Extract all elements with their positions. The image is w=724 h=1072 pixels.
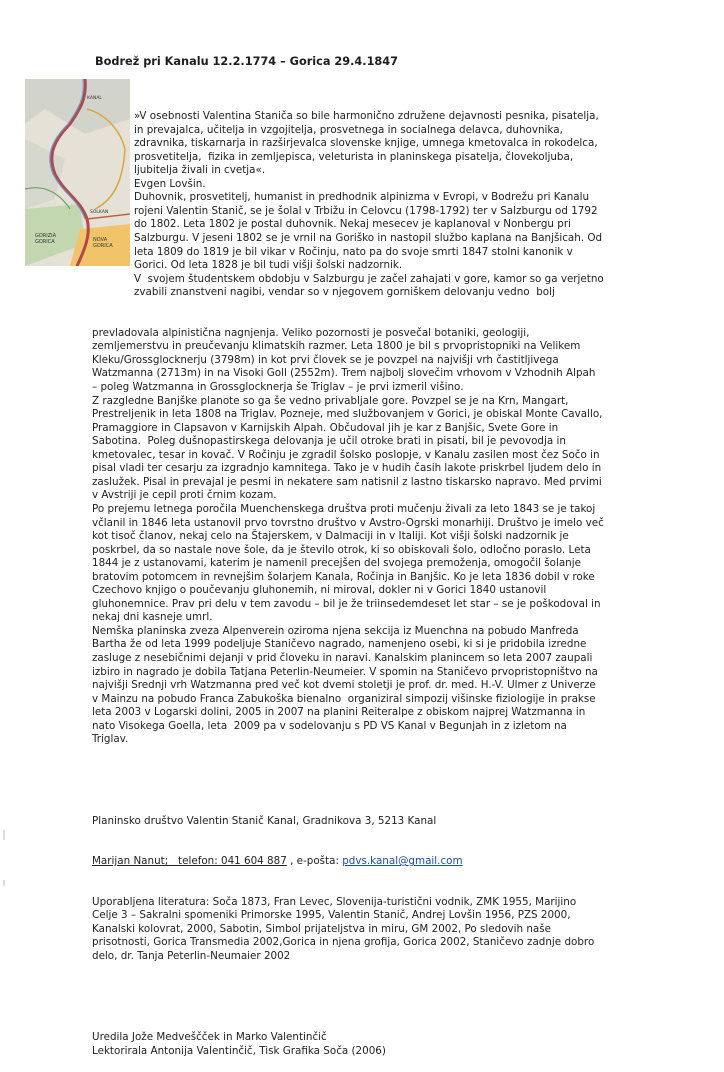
text-line: do 1802. Leta 1802 je postal duhovnik. Nekaj mesecev je kaplanoval v Nonbergu pri [134, 218, 571, 231]
text-line: kot tisoč članov, nekaj celo na Štajerskem, v Dalmaciji in v Italiji. Kot višji šolski nadzornik je [92, 530, 569, 543]
text-line: zvabili znanstveni nagibi, vendar so v njegovem gorniškem delovanju vedno bolj [134, 286, 555, 299]
literature-line: Kanalski kolovrat, 2000, Sabotin, Simbol prijateljstva in miru, GM 2002, Po sledovih naše [92, 922, 552, 935]
text-line: Po prejemu letnega poročila Muenchenskega društva proti mučenju živali za leto 1843 se je takoj [92, 502, 596, 515]
text-line: zasluge z nesebičnimi dejanji v prid človeku in naravi. Kanalskim planincem so leta 2007 zaupali [92, 651, 593, 664]
text-line: najvišji Srednji vrh Watzmanna pred več kot dvemi stoletji je prof. dr. med. H.-V. Ulmer z Univerze [92, 679, 596, 692]
document-body [0, 83, 724, 1072]
scan-mark [3, 830, 5, 840]
map-label-solkan: SOLKAN [90, 210, 109, 215]
map-label-nova-gorica: GORICA [93, 243, 113, 249]
map-label-kanal: KANAL [87, 96, 102, 101]
text-line: Sabotina. Poleg dušnopastirskega delovanja je učil otroke brati in pisati, bil je pevovodja in [92, 435, 566, 448]
text-line: prevladovala alpinistična nagnjenja. Veliko pozornosti je posvečal botaniki, geologiji, [92, 326, 530, 339]
text-line: V svojem študentskem obdobju v Salzburgu je začel zahajati v gore, kamor so ga verjetno [134, 272, 604, 285]
text-line: prosvetitelja, fizika in zemljepisca, veleturista in planinskega pisatelja, človekoljuba, [134, 150, 574, 163]
text-line: Salzburgu. V jeseni 1802 se je vrnil na Goriško in nastopil službo kaplana na Banjšicah. Od [134, 232, 603, 245]
text-line: »V osebnosti Valentina Staniča so bile harmonično združene dejavnosti pesnika, pisatelja, [134, 110, 599, 123]
map-label-nova: NOVA [93, 237, 108, 243]
text-line: zemljemerstvu in preučevanju klimatskih razmer. Leta 1800 je bil s prvopristopniki na Velikem [92, 340, 581, 353]
text-line: zdravnika, tiskarnarja in razširjevalca slovenske knjige, umnega kmetovalca in rokodelca, [134, 137, 598, 150]
contact-society: Planinsko društvo Valentin Stanič Kanal, Gradnikova 3, 5213 Kanal [92, 814, 437, 827]
contact-line [0, 855, 724, 869]
text-line: leta 1809 do 1819 je bil vikar v Ročinju, nato pa do svoje smrti 1847 stolni kanonik v [134, 245, 573, 258]
text-line: pisal vladi ter cesarju za izgradnjo kamnitega. Tako je v hudih časih lakote priskrbel ljudem delo in [92, 462, 602, 475]
text-line: nekaj dni kasneje umrl. [92, 611, 213, 624]
literature-line: Uporabljena literatura: Soča 1873, Fran Levec, Slovenija-turistični vodnik, ZMK 1955, Marijino [92, 895, 577, 908]
map-label-gorica: GORICA [35, 239, 55, 245]
literature-line: Celje 3 – Sakralni spomeniki Primorske 1995, Valentin Stanič, Andrej Lovšin 1956, PZS 2000, [92, 909, 571, 922]
text-line: Bartha že od leta 1999 podeljuje Staničevo nagrado, namenjeno osebi, ki si je pridobila izredne [92, 638, 587, 651]
email-label: , e-pošta: [286, 855, 343, 868]
email-link[interactable]: pdvs.kanal@gmail.com [342, 855, 463, 868]
text-line: Z razgledne Banjške planote so ga še vedno privabljale gore. Povzpel se je na Krn, Mangart, [92, 394, 569, 407]
text-line: ljubitelja živali in cvetja«. [134, 164, 266, 177]
text-line: poskrbel, da so nastale nove šole, da je število otrok, ki so obiskovali šolo, odločno poraslo. Leta [92, 543, 591, 556]
text-line: Gorici. Od leta 1828 je bil tudi višji šolski nadzornik. [134, 259, 403, 272]
map-label-gorizia: GORIZIA [35, 233, 57, 239]
text-line: gluhonemnice. Prav pri delu v tem zavodu – bil je že triinsedemdeset let star – se je poškodoval in [92, 597, 601, 610]
text-line: včlanil in 1846 leta ustanovil prvo tovrstno društvo v Avstro-Ogrski monarhiji. Društvo je imelo več [92, 516, 604, 529]
text-line: bratovim potomcem in revnejšim šolarjem Kanala, Ročinja in Banjšic. Ko je leta 1836 dobil v roke [92, 570, 595, 583]
text-line: in prevajalca, učitelja in vzgojitelja, prosvetnega in socialnega delavca, duhovnika, [134, 123, 563, 136]
text-line: zaslužek. Pisal in prevajal je pesmi in nekatere sam natisnil z lastno tiskarsko napravo. Med prvimi [92, 475, 602, 488]
document-title: Bodrež pri Kanalu 12.2.1774 – Gorica 29.4.1847 [95, 55, 399, 68]
text-line: Evgen Lovšin. [134, 177, 206, 190]
text-line: leta 2003 v Logarski dolini, 2005 in 2007 na planini Reiteralpe z obiskom najprej Watzmanna in [92, 706, 586, 719]
text-line: 1844 je z ustanovami, katerim je namenil precejšen del svojega premoženja, omogočil šolanje [92, 557, 581, 570]
text-line: Triglav. [92, 733, 129, 746]
scan-mark [3, 880, 5, 886]
text-line: Czechovo knjigo o poučevanju gluhonemih, ni miroval, dokler ni v Gorici 1840 ustanovil [92, 584, 547, 597]
text-line: – poleg Watzmanna in Grossglocknerja še Triglav – je prvi izmeril višino. [92, 381, 464, 394]
contact-person-phone: Marijan Nanut; telefon: 041 604 887 [92, 855, 287, 868]
credits-line: Lektorirala Antonija Valentinčič, Tisk Grafika Soča (2006) [92, 1044, 386, 1057]
text-line: izbiro in nagrado je dobila Tatjana Peterlin-Neumeier. V spomin na Staničevo prvopristopništvo na [92, 665, 598, 678]
text-line: Watzmanna (2713m) in na Visoki Goll (2552m). Trem najbolj slovečim vrhovom v Vzhodnih Alpah [92, 367, 596, 380]
text-line: Kleku/Grossglocknerju (3798m) in kot prvi človek se je povzpel na najvišji vrh častitljivega [92, 353, 559, 366]
text-line: Prestreljenik in leta 1808 na Triglav. Pozneje, med službovanjem v Gorici, je obiskal Monte Cavallo, [92, 408, 603, 421]
literature-line: delo, dr. Tanja Peterlin-Neumaier 2002 [92, 950, 291, 962]
text-line: Pramaggiore in Clapsavon v Karnijskih Alpah. Občudoval jih je kar z Banjšic, Svete Gore in [92, 421, 559, 434]
literature-line: prisotnosti, Gorica Transmedia 2002,Gorica in njena grofija, Gorica 2002, Staničevo zadnje dobro [92, 936, 595, 949]
text-line: Duhovnik, prosvetitelj, humanist in predhodnik alpinizma v Evropi, v Bodrežu pri Kanalu [134, 191, 590, 204]
text-line: v Mainzu na pobudo Franca Zabukoška bienalno organiziral simpozij višinske fiziologije in prakse [92, 692, 596, 705]
text-line: v Avstriji je cepil proti črnim kozam. [92, 489, 277, 502]
credits-line: Uredila Jože Medveščček in Marko Valentinčič [92, 1031, 327, 1044]
text-line: rojeni Valentin Stanič, se je šolal v Trbižu in Celovcu (1798-1792) ter v Salzburgu od 1792 [134, 204, 598, 217]
text-line: kmetovalec, tesar in kovač. V Ročinju je zgradil šolsko poslopje, v Kanalu zasilen most čez Sočo in [92, 448, 600, 461]
text-line: nato Visokega Goella, leta 2009 pa v sodelovanju s PD VS Kanal v Begunjah in z izletom na [92, 719, 567, 732]
text-line: Nemška planinska zveza Alpenverein oziroma njena sekcija iz Muenchna na pobudo Manfreda [92, 624, 579, 637]
